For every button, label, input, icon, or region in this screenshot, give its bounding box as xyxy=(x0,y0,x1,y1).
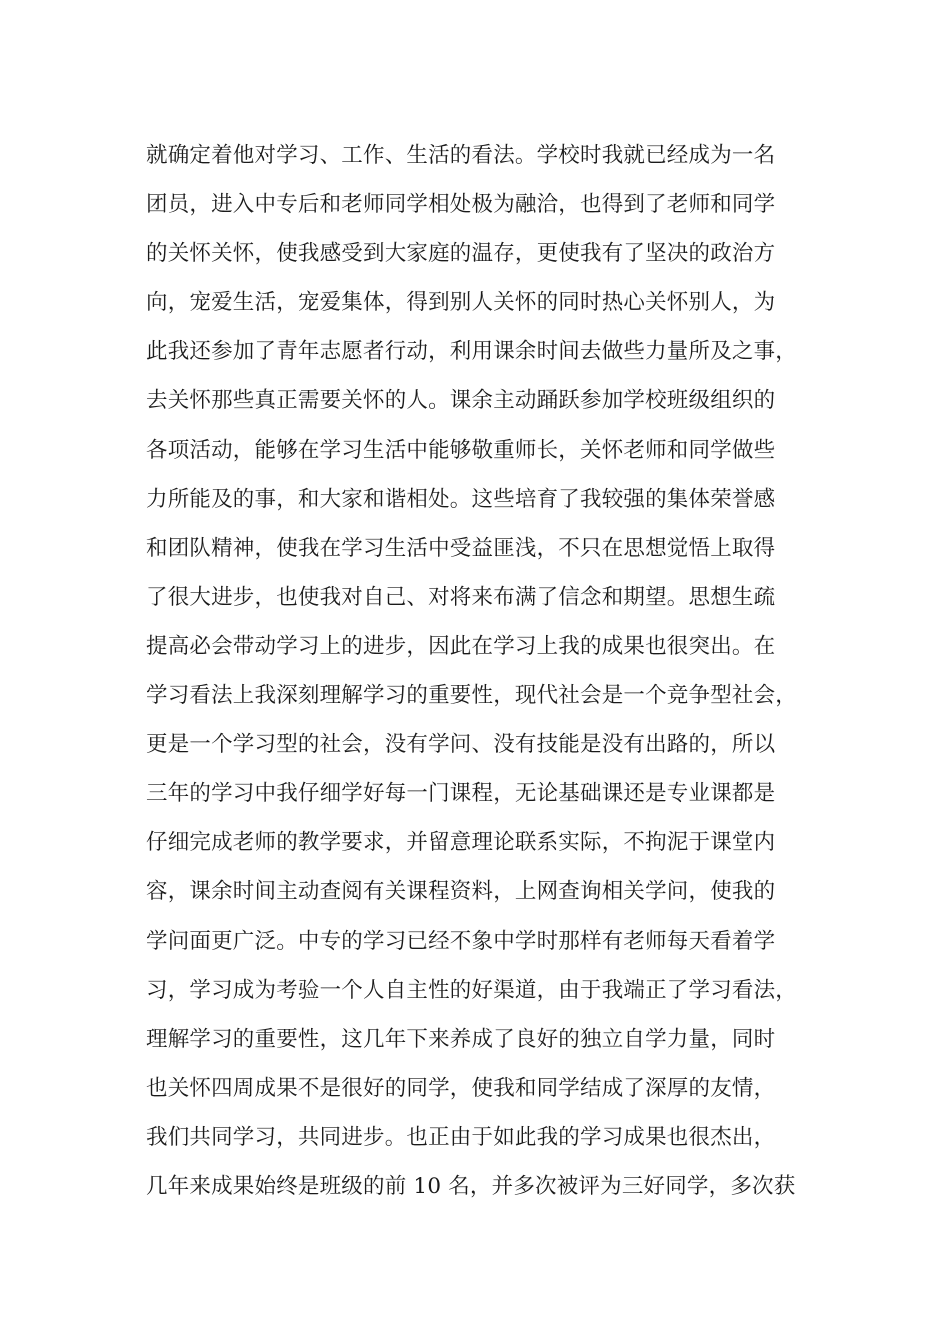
body-text xyxy=(146,131,836,1211)
text-line: 理解学习的重要性，这几年下来养成了良好的独立自学力量，同时 xyxy=(146,1026,776,1052)
text-line: 提高必会带动学习上的进步，因此在学习上我的成果也很突出。在 xyxy=(146,633,776,659)
text-line: 学习看法上我深刻理解学习的重要性，现代社会是一个竞争型社会， xyxy=(146,683,798,709)
text-line: 三年的学习中我仔细学好每一门课程，无论基础课还是专业课都是 xyxy=(146,781,776,807)
text-line: 此我还参加了青年志愿者行动，利用课余时间去做些力量所及之事， xyxy=(146,339,798,365)
text-line: 各项活动，能够在学习生活中能够敬重师长，关怀老师和同学做些 xyxy=(146,437,776,463)
text-line: 几年来成果始终是班级的前 10 名，并多次被评为三好同学，多次获 xyxy=(146,1173,796,1199)
text-line: 和团队精神，使我在学习生活中受益匪浅，不只在思想觉悟上取得 xyxy=(146,535,776,561)
text-line: 去关怀那些真正需要关怀的人。课余主动踊跃参加学校班级组织的 xyxy=(146,388,776,414)
text-line: 的关怀关怀，使我感受到大家庭的温存，更使我有了坚决的政治方 xyxy=(146,241,776,267)
text-line: 习，学习成为考验一个人自主性的好渠道，由于我端正了学习看法， xyxy=(146,977,798,1003)
text-line: 力所能及的事，和大家和谐相处。这些培育了我较强的集体荣誉感 xyxy=(146,486,776,512)
text-line: 仔细完成老师的教学要求，并留意理论联系实际，不拘泥于课堂内 xyxy=(146,830,776,856)
text-line: 团员，进入中专后和老师同学相处极为融洽，也得到了老师和同学 xyxy=(146,192,776,218)
text-line: 向，宠爱生活，宠爱集体，得到别人关怀的同时热心关怀别人，为 xyxy=(146,290,776,316)
text-line: 更是一个学习型的社会，没有学问、没有技能是没有出路的，所以 xyxy=(146,732,776,758)
text-line: 我们共同学习，共同进步。也正由于如此我的学习成果也很杰出， xyxy=(146,1124,776,1150)
text-line: 也关怀四周成果不是很好的同学，使我和同学结成了深厚的友情， xyxy=(146,1075,776,1101)
text-line: 就确定着他对学习、工作、生活的看法。学校时我就已经成为一名 xyxy=(146,143,776,168)
text-line: 了很大进步，也使我对自己、对将来布满了信念和期望。思想生疏 xyxy=(146,584,776,610)
text-line: 学问面更广泛。中专的学习已经不象中学时那样有老师每天看着学 xyxy=(146,928,776,954)
text-line: 容，课余时间主动查阅有关课程资料，上网查询相关学问，使我的 xyxy=(146,879,776,905)
